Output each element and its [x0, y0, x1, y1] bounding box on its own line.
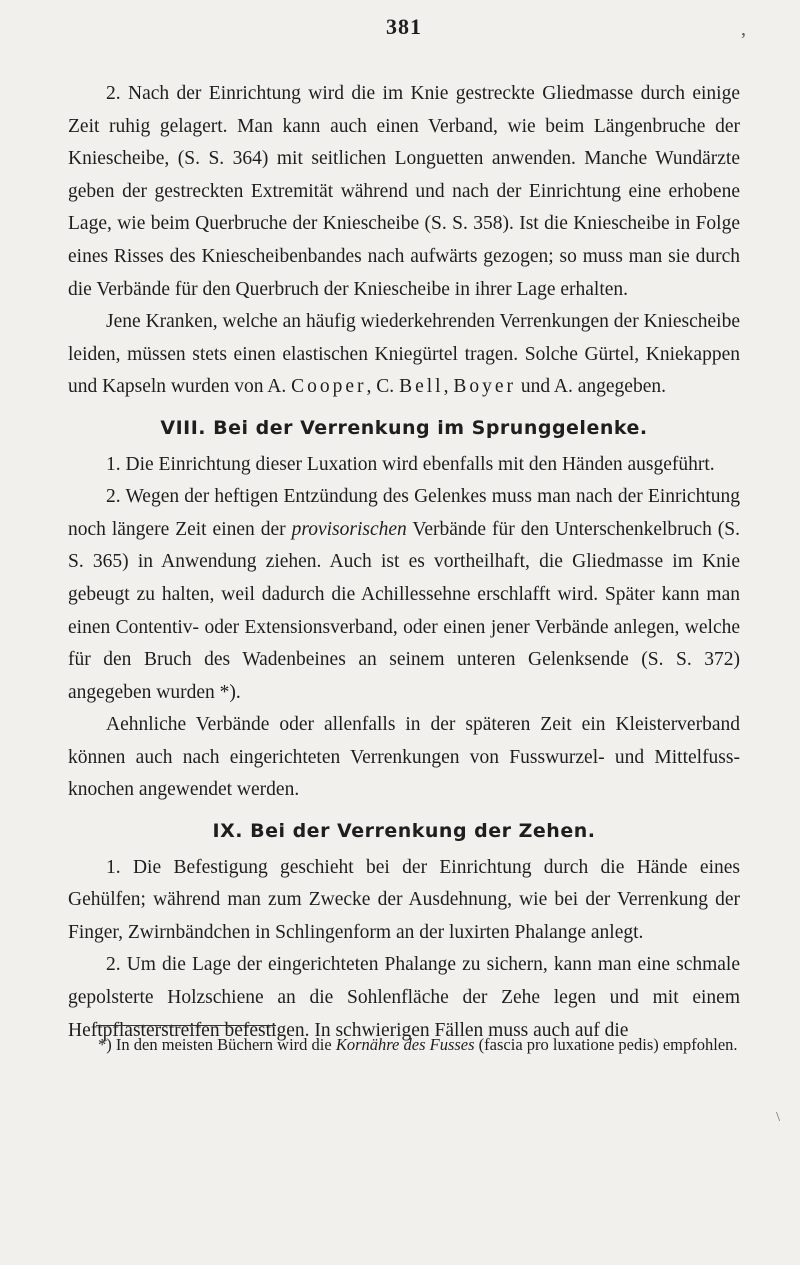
footnote-text	[68, 1032, 740, 1057]
paragraph-toes-1: 1. Die Befestigung geschieht bei der Einrichtung durch die Hände eines Gehülfen; während man zum Zwecke der Ausdehnung, wie bei der Verrenkung der Finger, Zwirnbändchen in Schlingenform an der luxirten Phalange anlegt.	[68, 856, 740, 943]
text-span: ,	[443, 376, 454, 398]
section-heading-viii: VIII. Bei der Verrenkung im Sprunggelenke.	[160, 416, 648, 439]
text-span: Jene Kranken, welche an häufig wiederkehrenden Verrenkungen der Kniescheibe leiden, müssen stets einen elastischen Kniegürtel tragen. Solche Gürtel, Kniekappen und Kapseln wurden von A.	[68, 311, 740, 398]
text-span: 2. Wegen der heftigen Entzündung des Gelenkes muss man nach der Einrichtung noch längere Zeit einen der	[68, 486, 740, 540]
section-heading-ix: IX. Bei der Verrenkung der Zehen.	[212, 820, 596, 843]
text-span: *) In den meisten Büchern wird die	[98, 1035, 336, 1054]
paragraph-knee-kappen	[68, 306, 740, 404]
paragraph-ankle-2	[68, 481, 740, 709]
footnote-rule	[96, 1025, 276, 1026]
text-span: (fascia pro luxatione pedis) empfohlen.	[474, 1035, 738, 1054]
bottom-mark: \	[776, 1110, 780, 1125]
page-number: 381	[386, 14, 422, 39]
italic-term: Kornähre des Fusses	[335, 1035, 475, 1054]
paragraph-ankle-3: Aehnliche Verbände oder allenfalls in der späteren Zeit ein Kleisterverband können auch nach eingerichteten Verrenkungen von Fusswurzel- und Mittelfussknochen angewendet werden.	[68, 714, 740, 801]
author-cooper: Cooper	[291, 376, 367, 398]
italic-term: provisorischen	[291, 518, 407, 540]
paragraph-knee-2: 2. Nach der Einrichtung wird die im Knie gestreckte Gliedmasse durch einige Zeit ruhig gelagert. Man kann auch einen Verband, wie beim Längenbruche der Kniescheibe, (S. S. 364) mit seitlichen Longuetten anwenden. Manche Wundärzte geben der gestreckten Extremität während und nach der Einrichtung eine erhobene Lage, wie beim Querbruche der Kniescheibe (S. S. 358). Ist die Kniescheibe in Folge eines Risses des Kniescheibenbandes nach aufwärts gezogen; so muss man sie durch die Verbände für den Querbruch der Kniescheibe in ihrer Lage erhalten.	[68, 83, 740, 300]
paragraph-toes-2: 2. Um die Lage der eingerichteten Phalange zu sichern, kann man eine schmale gepolsterte Holzschiene an die Sohlenfläche der Zehe legen und mit einem Heftpflasterstreifen befestigen. In schwierigen Fällen muss auch auf die	[68, 954, 740, 1041]
paragraph-ankle-1: 1. Die Einrichtung dieser Luxation wird ebenfalls mit den Händen ausgeführt.	[106, 453, 715, 475]
footnote	[68, 1032, 740, 1057]
text-span: und A. angegeben.	[515, 376, 666, 398]
author-boyer: Boyer	[453, 376, 516, 398]
book-page	[68, 0, 780, 1265]
text-span: Verbände für den Unterschenkelbruch (S. S. 365) in Anwendung ziehen. Auch ist es vortheilhaft, die Gliedmasse im Knie gebeugt zu halten, weil dadurch die Achillessehne erschlafft wird. Später kann man einen Contentiv- oder Extensionsverband, oder einen jener Verbände anlegen, welche für den Bruch des Wadenbeines an seinem unteren Gelenksende (S. S. 372) angegeben wurden *).	[68, 518, 740, 703]
author-bell: Bell	[399, 376, 444, 398]
body-text	[68, 78, 740, 1047]
corner-mark: ,	[741, 18, 746, 40]
text-span: , C.	[366, 376, 400, 398]
